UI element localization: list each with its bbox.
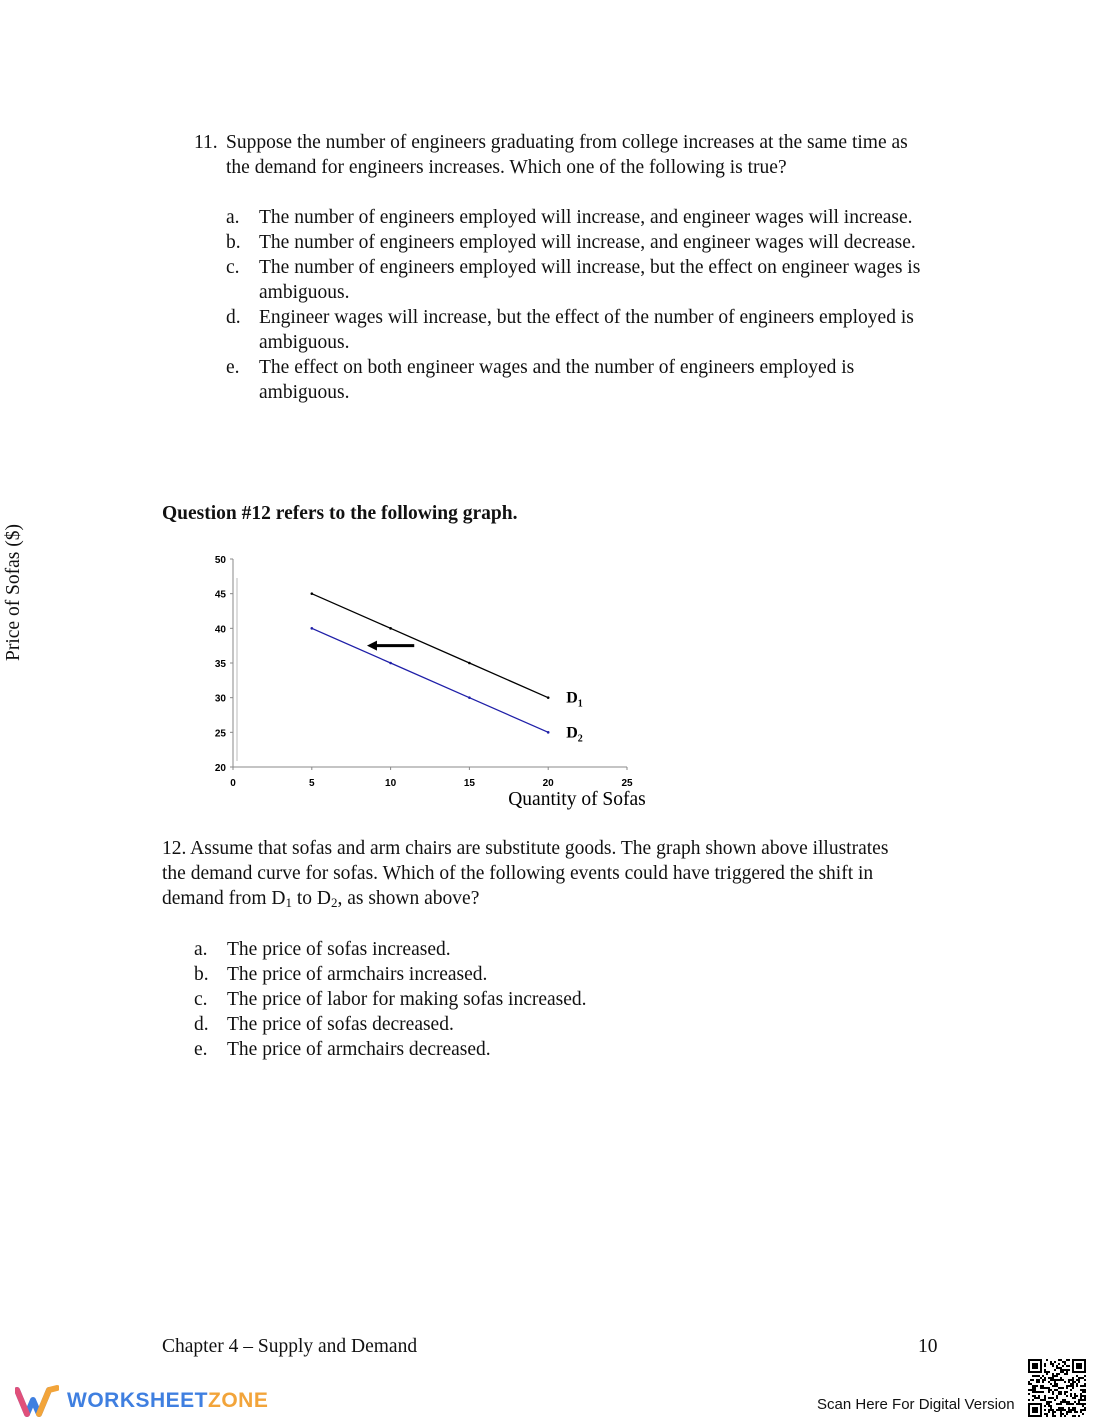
answer-option [194, 937, 902, 962]
y-tick-label: 30 [214, 693, 226, 705]
question-12-stem-text: to D [291, 888, 331, 909]
demand-chart [165, 548, 665, 813]
answer-option [226, 230, 934, 255]
question-11 [194, 130, 934, 405]
data-point [389, 662, 392, 665]
y-tick-label: 35 [214, 659, 226, 670]
question-text: Suppose the number of engineers graduating from college increases at the same time as the demand for engineers increases. Which one of the following is true? [226, 132, 908, 178]
worksheetzone-logo-icon [15, 1384, 59, 1418]
option-text: The number of engineers employed will increase, and engineer wages will decrease. [259, 232, 916, 253]
data-point [547, 696, 550, 699]
option-letter: d. [226, 307, 241, 328]
option-text: The number of engineers employed will increase, and engineer wages will increase. [259, 207, 913, 228]
series-label-d1: $D_1$ [566, 689, 583, 710]
option-text: The price of armchairs decreased. [227, 1039, 491, 1060]
option-letter: a. [194, 939, 208, 960]
question-number: 11. [194, 132, 218, 153]
question-12-stem-text: , as shown above? [337, 888, 480, 909]
brand-logo[interactable] [15, 1384, 268, 1418]
series-label-d2: $D_2$ [566, 724, 583, 745]
option-letter: b. [226, 232, 241, 253]
question-12 [162, 836, 902, 1062]
demand-curve-d1 [312, 594, 548, 698]
page-number: 10 [918, 1336, 938, 1357]
data-point [468, 696, 471, 699]
answer-options [162, 937, 902, 1062]
scan-text: Scan Here For Digital Version [817, 1396, 1015, 1413]
data-point [468, 662, 471, 665]
x-tick-label: 0 [230, 778, 236, 789]
option-text: The price of sofas increased. [227, 939, 451, 960]
subscript-2: 2 [330, 895, 338, 910]
question-12-stem-text: 12. Assume that sofas and arm chairs are substitute goods. The graph shown above illustrates the demand curve for sofas. Which of the following events could have triggered the shift in demand from D [162, 838, 889, 909]
data-point [389, 627, 392, 630]
x-tick-label: 5 [309, 778, 315, 789]
subscript-1: 1 [285, 895, 292, 910]
data-point [547, 731, 550, 734]
question-11-stem [194, 130, 934, 180]
x-tick-label: 10 [385, 778, 397, 789]
option-text: The effect on both engineer wages and the number of engineers employed is ambiguous. [259, 357, 855, 403]
option-text: The price of sofas decreased. [227, 1014, 454, 1035]
brand-part-1: WORKSHEET [67, 1389, 208, 1412]
footer-chapter: Chapter 4 – Supply and Demand [162, 1336, 418, 1357]
answer-option [226, 255, 934, 305]
y-tick-label: 50 [214, 555, 226, 566]
answer-option [226, 355, 934, 405]
data-point [311, 627, 314, 630]
demand-curve-d2 [312, 628, 548, 732]
question-12-stem [162, 836, 902, 912]
option-letter: e. [226, 357, 240, 378]
option-text: The price of armchairs increased. [227, 964, 488, 985]
data-point [311, 592, 314, 595]
option-letter: e. [194, 1039, 208, 1060]
y-tick-label: 25 [214, 728, 226, 740]
x-tick-label: 20 [542, 778, 554, 789]
y-tick-label: 20 [214, 763, 226, 774]
y-tick-label: 40 [214, 624, 226, 636]
y-axis-label: Price of Sofas ($) [3, 523, 24, 661]
option-text: The price of labor for making sofas increased. [227, 989, 587, 1010]
x-axis-label: Quantity of Sofas [508, 789, 646, 810]
shift-arrow-head [367, 641, 377, 651]
option-text: Engineer wages will increase, but the effect of the number of engineers employed is ambiguous. [259, 307, 914, 353]
x-tick-label: 25 [621, 778, 633, 789]
answer-option [194, 987, 902, 1012]
answer-option [194, 1037, 902, 1062]
question-12-heading: Question #12 refers to the following graph. [162, 503, 518, 524]
option-letter: c. [226, 257, 240, 278]
answer-option [226, 305, 934, 355]
option-text: The number of engineers employed will increase, but the effect on engineer wages is ambiguous. [259, 257, 921, 303]
option-letter: c. [194, 989, 208, 1010]
brand-wordmark [67, 1389, 268, 1413]
answer-option [226, 205, 934, 230]
option-letter: d. [194, 1014, 209, 1035]
answer-option [194, 962, 902, 987]
option-letter: a. [226, 207, 240, 228]
brand-part-2: ZONE [208, 1389, 269, 1412]
x-tick-label: 15 [463, 778, 475, 789]
qr-code-icon[interactable] [1028, 1359, 1086, 1417]
answer-option [194, 1012, 902, 1037]
answer-options [194, 205, 934, 405]
option-letter: b. [194, 964, 209, 985]
y-tick-label: 45 [214, 589, 226, 601]
demand-chart-svg [165, 548, 665, 813]
